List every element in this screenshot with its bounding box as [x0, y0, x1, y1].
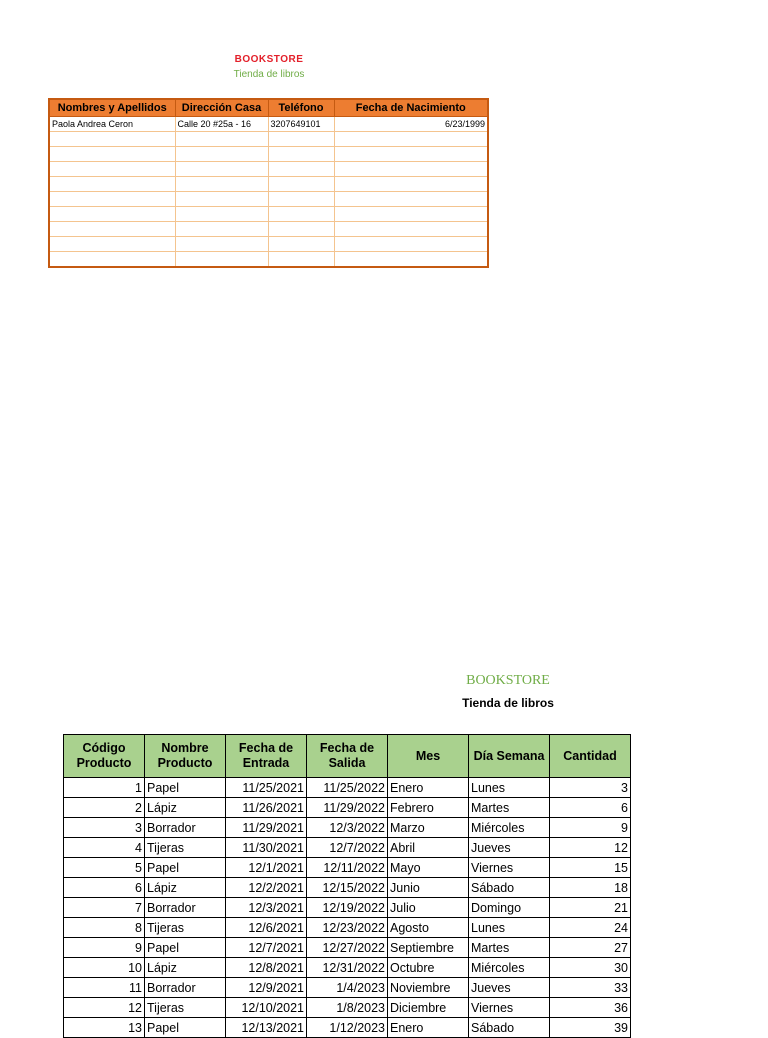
table2-title: BOOKSTORE [466, 673, 550, 688]
table-cell[interactable]: 18 [550, 878, 631, 898]
table2-header-cell: Día Semana [469, 735, 550, 778]
table-cell[interactable] [49, 147, 175, 162]
table-row [49, 252, 488, 268]
table-cell[interactable] [334, 252, 488, 268]
table-cell[interactable] [334, 177, 488, 192]
table-cell[interactable]: Julio [388, 898, 469, 918]
table-cell[interactable] [175, 162, 268, 177]
table-cell[interactable]: Septiembre [388, 938, 469, 958]
table-cell[interactable] [49, 192, 175, 207]
table-cell[interactable]: 6/23/1999 [334, 117, 488, 132]
table-cell[interactable]: 4 [64, 838, 145, 858]
table-cell[interactable]: 12/8/2021 [226, 958, 307, 978]
table-cell[interactable]: 12/1/2021 [226, 858, 307, 878]
table-cell[interactable]: 11/25/2022 [307, 778, 388, 798]
table-cell[interactable]: Enero [388, 778, 469, 798]
table-cell[interactable]: 3 [64, 818, 145, 838]
table-cell[interactable]: 12/27/2022 [307, 938, 388, 958]
table-cell[interactable]: 12/19/2022 [307, 898, 388, 918]
table-cell[interactable]: 11/26/2021 [226, 798, 307, 818]
table-cell[interactable]: 30 [550, 958, 631, 978]
table-cell[interactable]: 12/3/2022 [307, 818, 388, 838]
table-cell[interactable]: Mayo [388, 858, 469, 878]
products-table-header [64, 735, 631, 778]
table-cell[interactable] [334, 207, 488, 222]
table-cell[interactable]: 1/12/2023 [307, 1018, 388, 1038]
table-cell[interactable]: 12/23/2022 [307, 918, 388, 938]
table-cell[interactable] [175, 252, 268, 268]
table2-header-cell: Mes [388, 735, 469, 778]
table-row [49, 132, 488, 147]
table-cell[interactable]: Marzo [388, 818, 469, 838]
table-cell[interactable] [268, 162, 334, 177]
table-cell[interactable]: 3 [550, 778, 631, 798]
table-cell[interactable] [268, 222, 334, 237]
table-cell[interactable]: Tijeras [145, 918, 226, 938]
table-cell[interactable]: Noviembre [388, 978, 469, 998]
table-cell[interactable] [334, 222, 488, 237]
table-row [49, 162, 488, 177]
table-row [49, 192, 488, 207]
table2-header-cell: Nombre Producto [145, 735, 226, 778]
table-cell[interactable]: 5 [64, 858, 145, 878]
table-cell[interactable]: 12/15/2022 [307, 878, 388, 898]
table-cell[interactable]: Abril [388, 838, 469, 858]
table-cell[interactable] [49, 162, 175, 177]
table2-header-cell: Fecha de Entrada [226, 735, 307, 778]
table-cell[interactable]: Martes [469, 798, 550, 818]
table-cell[interactable]: 9 [64, 938, 145, 958]
table-row [64, 938, 631, 958]
table-cell[interactable]: 9 [550, 818, 631, 838]
table-cell[interactable]: 12/11/2022 [307, 858, 388, 878]
table-cell[interactable]: Jueves [469, 978, 550, 998]
table-cell[interactable]: Domingo [469, 898, 550, 918]
table-cell[interactable]: 6 [64, 878, 145, 898]
table-cell[interactable]: 12/10/2021 [226, 998, 307, 1018]
table-row [49, 237, 488, 252]
table-row [64, 878, 631, 898]
table-cell[interactable]: 7 [64, 898, 145, 918]
table-cell[interactable] [334, 147, 488, 162]
table-cell[interactable]: 11 [64, 978, 145, 998]
table-row [64, 978, 631, 998]
table-cell[interactable] [175, 222, 268, 237]
table-row [64, 858, 631, 878]
table2-header-cell: Fecha de Salida [307, 735, 388, 778]
table-cell[interactable] [175, 147, 268, 162]
table-cell[interactable]: 21 [550, 898, 631, 918]
customers-table-header [49, 99, 488, 117]
table-cell[interactable] [268, 237, 334, 252]
table-cell[interactable]: Papel [145, 778, 226, 798]
table-cell[interactable]: Martes [469, 938, 550, 958]
customers-table [48, 98, 489, 268]
table-cell[interactable]: Jueves [469, 838, 550, 858]
table-cell[interactable] [334, 237, 488, 252]
table-cell[interactable]: 24 [550, 918, 631, 938]
table-cell[interactable]: 33 [550, 978, 631, 998]
table-cell[interactable]: Borrador [145, 978, 226, 998]
table-cell[interactable] [268, 132, 334, 147]
table-cell[interactable] [175, 132, 268, 147]
table-cell[interactable]: 36 [550, 998, 631, 1018]
table-cell[interactable]: Lápiz [145, 958, 226, 978]
table-cell[interactable]: 12/13/2021 [226, 1018, 307, 1038]
table-cell[interactable] [49, 177, 175, 192]
table-cell[interactable] [268, 177, 334, 192]
table-cell[interactable] [49, 207, 175, 222]
table-cell[interactable]: Enero [388, 1018, 469, 1038]
products-table [63, 734, 631, 1038]
table-cell[interactable] [175, 192, 268, 207]
table-cell[interactable]: Calle 20 #25a - 16 [175, 117, 268, 132]
table-cell[interactable]: 11/29/2022 [307, 798, 388, 818]
table-row [49, 207, 488, 222]
table-cell[interactable]: Junio [388, 878, 469, 898]
table-row [64, 898, 631, 918]
table-cell[interactable]: 12/31/2022 [307, 958, 388, 978]
table-cell[interactable]: Lunes [469, 778, 550, 798]
table-cell[interactable] [49, 222, 175, 237]
table-row [49, 177, 488, 192]
table-cell[interactable]: 13 [64, 1018, 145, 1038]
table-row [64, 998, 631, 1018]
table-cell[interactable]: Tijeras [145, 838, 226, 858]
table-cell[interactable] [334, 192, 488, 207]
table-cell[interactable]: Papel [145, 1018, 226, 1038]
table2-header-cell: Cantidad [550, 735, 631, 778]
table-cell[interactable]: Octubre [388, 958, 469, 978]
table-cell[interactable]: 12/6/2021 [226, 918, 307, 938]
table-row [64, 778, 631, 798]
table1-subtitle: Tienda de libros [233, 69, 305, 80]
table-cell[interactable]: 8 [64, 918, 145, 938]
table-row [64, 838, 631, 858]
table-cell[interactable] [175, 207, 268, 222]
table-cell[interactable]: 15 [550, 858, 631, 878]
table1-header-cell: Dirección Casa [175, 99, 268, 117]
table-cell[interactable]: 39 [550, 1018, 631, 1038]
table-cell[interactable]: 2 [64, 798, 145, 818]
table-cell[interactable]: 3207649101 [268, 117, 334, 132]
table1-title: BOOKSTORE [234, 54, 304, 65]
table-cell[interactable]: 10 [64, 958, 145, 978]
table-cell[interactable]: 12/7/2022 [307, 838, 388, 858]
table-row [49, 147, 488, 162]
table-cell[interactable]: Sábado [469, 878, 550, 898]
table-cell[interactable]: 11/29/2021 [226, 818, 307, 838]
table-cell[interactable]: 11/25/2021 [226, 778, 307, 798]
table-cell[interactable] [268, 252, 334, 268]
table2-subtitle: Tienda de libros [462, 696, 554, 710]
table-cell[interactable]: Lápiz [145, 798, 226, 818]
table-cell[interactable]: 12/7/2021 [226, 938, 307, 958]
table-cell[interactable]: Papel [145, 938, 226, 958]
table-cell[interactable]: 1/8/2023 [307, 998, 388, 1018]
table-cell[interactable]: 12 [550, 838, 631, 858]
table-cell[interactable] [334, 162, 488, 177]
table-cell[interactable]: 12 [64, 998, 145, 1018]
table-cell[interactable]: Tijeras [145, 998, 226, 1018]
table-row [64, 798, 631, 818]
table-row [49, 117, 488, 132]
table-cell[interactable] [175, 237, 268, 252]
table-cell[interactable]: Miércoles [469, 958, 550, 978]
table-cell[interactable] [49, 252, 175, 268]
table-cell[interactable]: Borrador [145, 898, 226, 918]
table-cell[interactable] [49, 132, 175, 147]
table-cell[interactable]: Miércoles [469, 818, 550, 838]
table1-header-cell: Nombres y Apellidos [49, 99, 175, 117]
table-cell[interactable] [49, 237, 175, 252]
table-row [49, 222, 488, 237]
table-cell[interactable] [268, 147, 334, 162]
table1-header-cell: Teléfono [268, 99, 334, 117]
table-cell[interactable]: Borrador [145, 818, 226, 838]
table-cell[interactable]: Febrero [388, 798, 469, 818]
table-cell[interactable]: Viernes [469, 858, 550, 878]
table-cell[interactable]: Agosto [388, 918, 469, 938]
table-row [64, 1018, 631, 1038]
table-row [64, 818, 631, 838]
table-cell[interactable]: 27 [550, 938, 631, 958]
table-cell[interactable] [268, 207, 334, 222]
table-cell[interactable] [268, 192, 334, 207]
table-cell[interactable] [334, 132, 488, 147]
table2-header-cell: Código Producto [64, 735, 145, 778]
table-cell[interactable] [175, 177, 268, 192]
table-cell[interactable]: 1 [64, 778, 145, 798]
table-cell[interactable]: Diciembre [388, 998, 469, 1018]
table-cell[interactable]: 11/30/2021 [226, 838, 307, 858]
table-cell[interactable]: Sábado [469, 1018, 550, 1038]
table-cell[interactable]: Viernes [469, 998, 550, 1018]
table-cell[interactable]: Lunes [469, 918, 550, 938]
table-cell[interactable]: 6 [550, 798, 631, 818]
table-cell[interactable]: Paola Andrea Ceron [49, 117, 175, 132]
table-cell[interactable]: 12/9/2021 [226, 978, 307, 998]
table-row [64, 958, 631, 978]
table-cell[interactable]: 12/3/2021 [226, 898, 307, 918]
table-row [64, 918, 631, 938]
table-cell[interactable]: Papel [145, 858, 226, 878]
table-cell[interactable]: 12/2/2021 [226, 878, 307, 898]
table-cell[interactable]: 1/4/2023 [307, 978, 388, 998]
table-cell[interactable]: Lápiz [145, 878, 226, 898]
table1-header-cell: Fecha de Nacimiento [334, 99, 488, 117]
